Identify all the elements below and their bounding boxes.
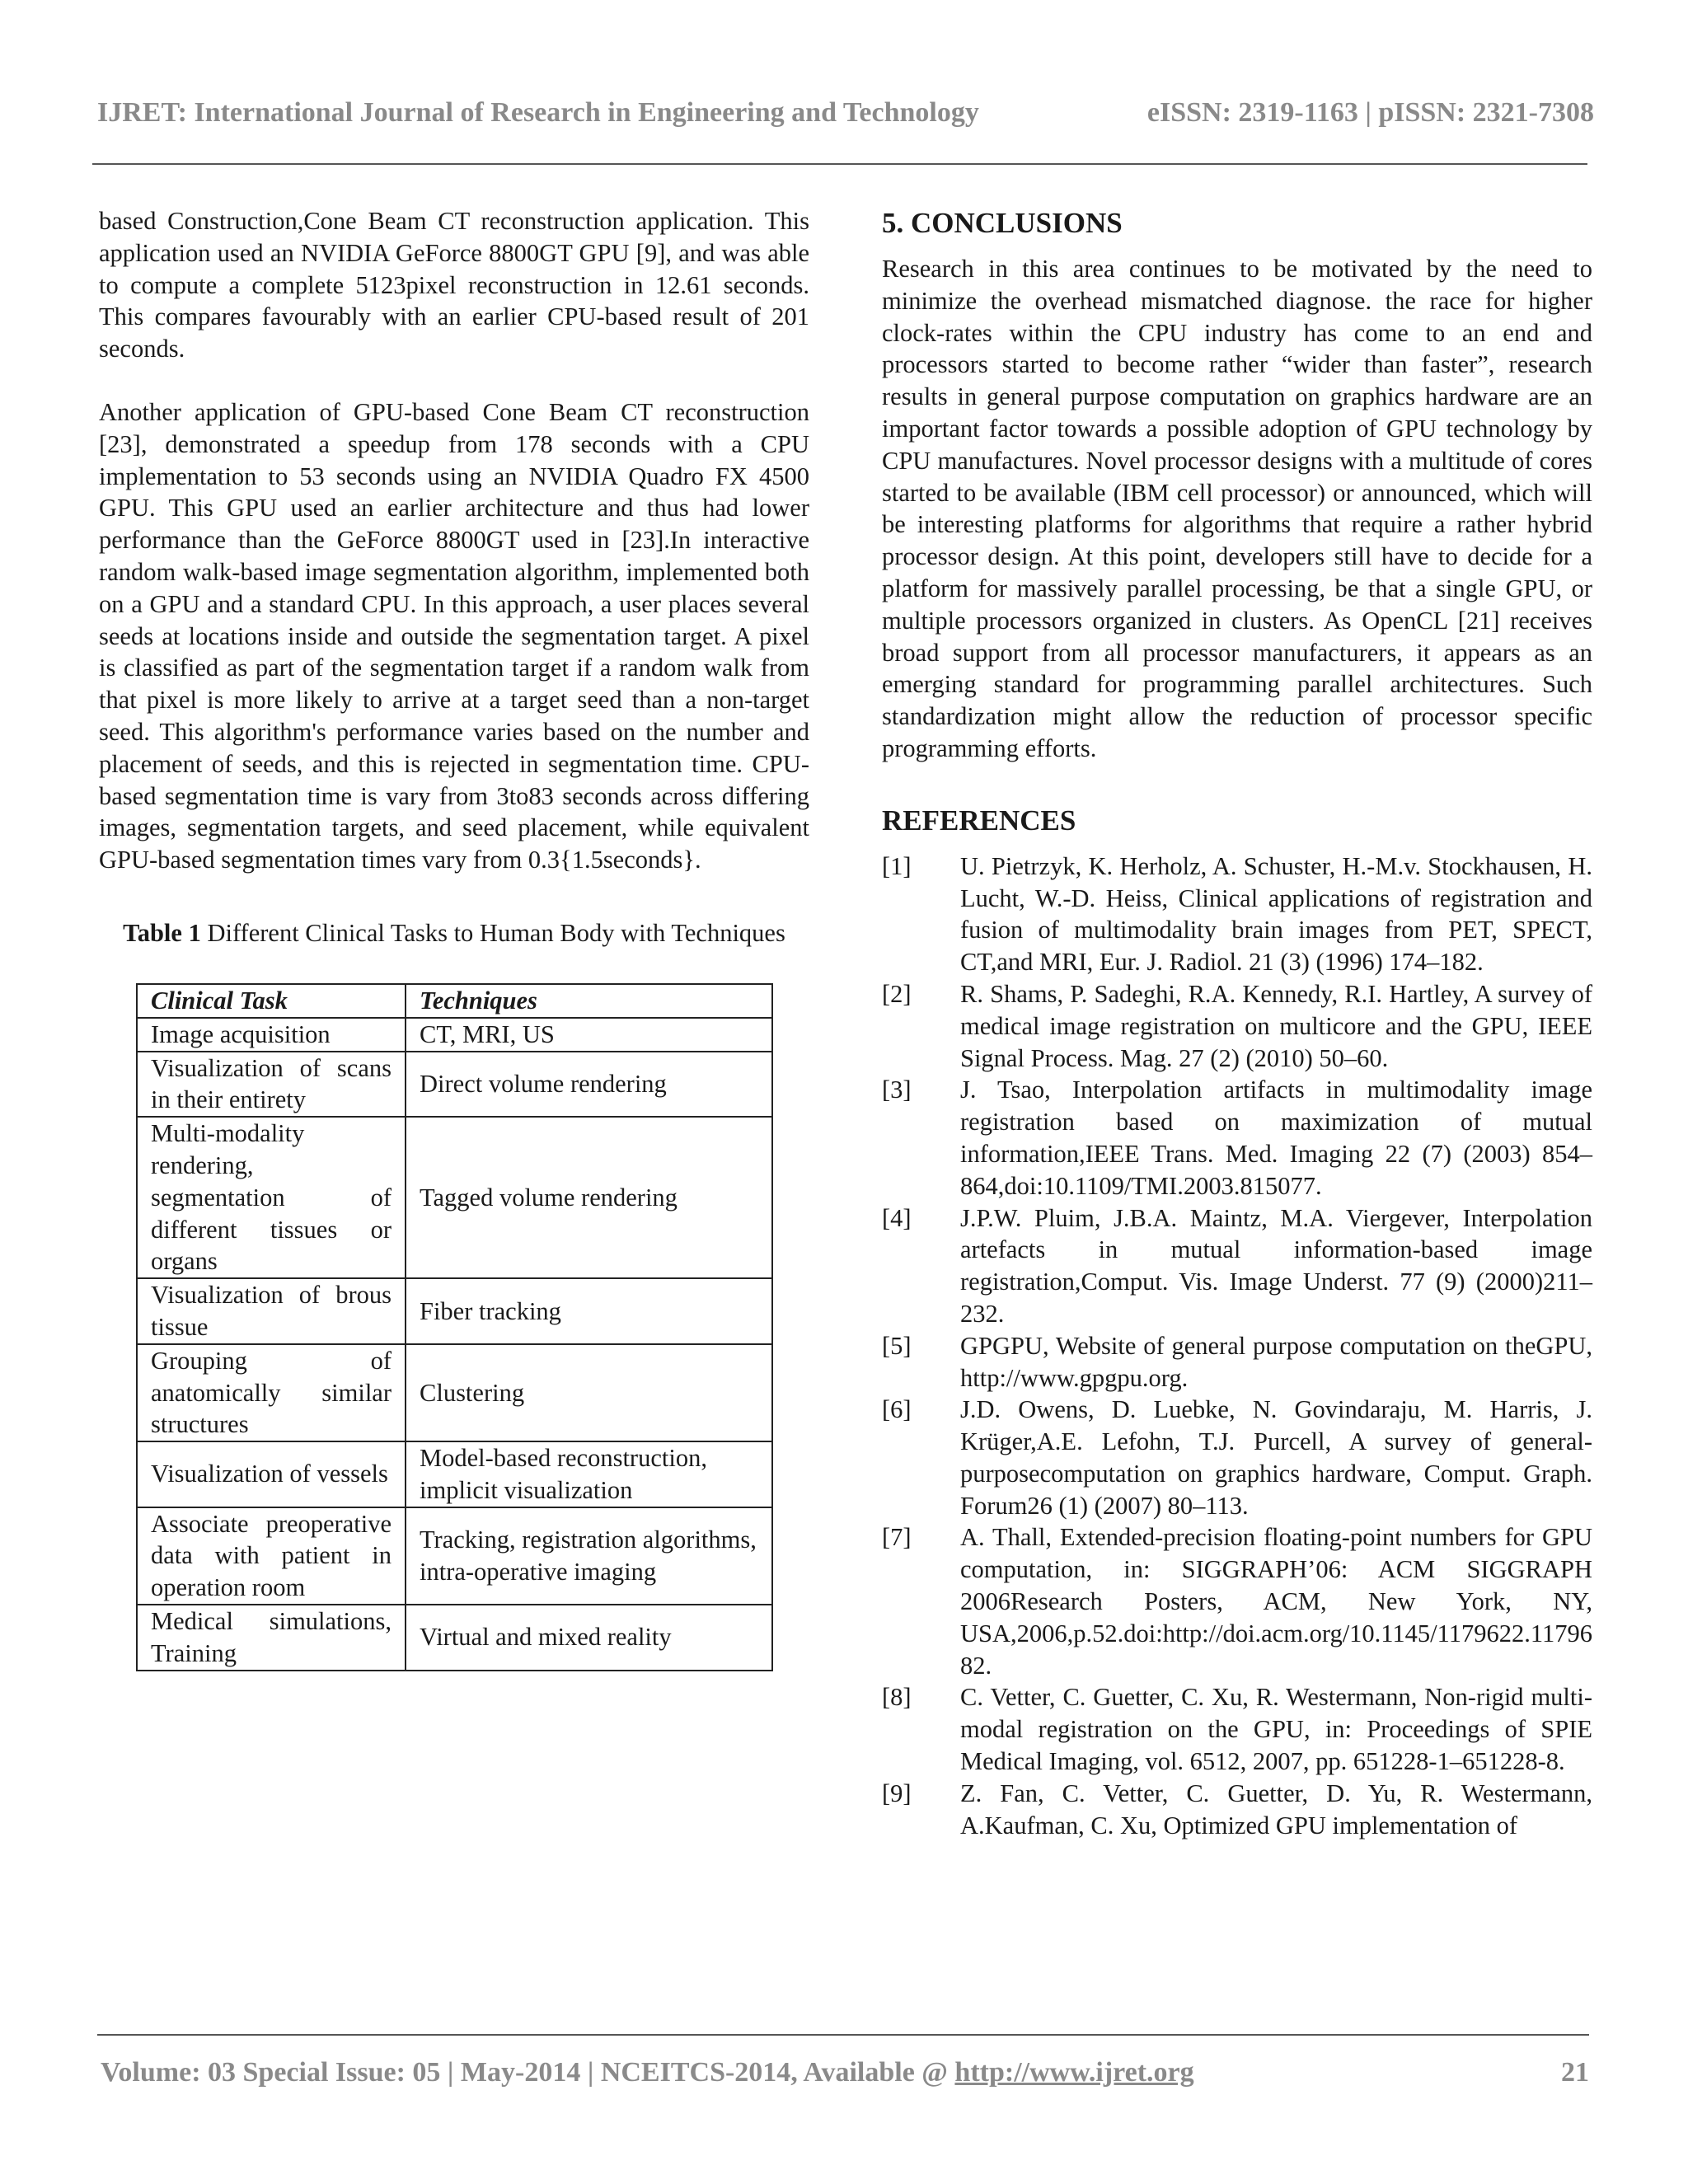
reference-item <box>882 851 1592 978</box>
reference-item <box>882 1394 1592 1521</box>
reference-number: [9] <box>882 1779 912 1807</box>
reference-number: [6] <box>882 1395 912 1424</box>
reference-item <box>882 1074 1592 1202</box>
references-section <box>882 803 1592 1842</box>
table-row <box>137 1605 772 1671</box>
footer-volume-text: Volume: 03 Special Issue: 05 | May-2014 | NCEITCS-2014, Available @ <box>101 2057 955 2088</box>
reference-number: [8] <box>882 1683 912 1712</box>
table-header-cell: Clinical Task <box>137 984 406 1018</box>
reference-item <box>882 1330 1592 1394</box>
table-cell-task: Associate preoperative data with patient in operation room <box>137 1507 406 1605</box>
table-cell-task: Visualization of vessels <box>137 1441 406 1507</box>
reference-text: U. Pietrzyk, K. Herholz, A. Schuster, H.-M.v. Stockhausen, H. Lucht, W.-D. Heiss, Clinical applications of registration and fusion of multimodality brain images from PET, SPECT, CT,and MRI, Eur. J. Radiol. 21 (3) (1996) 174–182. <box>960 851 1592 977</box>
clinical-tasks-table <box>136 983 773 1671</box>
body-paragraph: based Construction,Cone Beam CT reconstruction application. This application used an NVIDIA GeForce 8800GT GPU [9], and was able to compute a complete 5123pixel reconstruction in 12.61 seconds. This compares favourably with an earlier CPU-based result of 201 seconds. <box>99 207 809 363</box>
issn-info: eISSN: 2319-1163 | pISSN: 2321-7308 <box>1146 97 1594 128</box>
table-row <box>137 1507 772 1605</box>
references-heading: REFERENCES <box>882 804 1076 837</box>
table-cell-task: Visualization of brous tissue <box>137 1278 406 1344</box>
left-column <box>99 205 809 1671</box>
footer-info <box>101 2057 1194 2088</box>
table-cell-task: Image acquisition <box>137 1018 406 1052</box>
reference-number: [4] <box>882 1203 912 1232</box>
reference-item <box>882 1521 1592 1681</box>
reference-text: C. Vetter, C. Guetter, C. Xu, R. Westermann, Non-rigid multi-modal registration on the GPU, in: Proceedings of SPIE Medical Imaging, vol. 6512, 2007, pp. 651228-1–651228-8. <box>960 1683 1592 1776</box>
conclusions-heading: 5. CONCLUSIONS <box>882 207 1123 239</box>
table-row <box>137 1344 772 1441</box>
table-cell-technique: Direct volume rendering <box>406 1052 772 1118</box>
table-cell-technique: Clustering <box>406 1344 772 1441</box>
table-header-cell: Techniques <box>406 984 772 1018</box>
reference-number: [3] <box>882 1076 912 1104</box>
journal-website-link[interactable]: http://www.ijret.org <box>954 2057 1194 2088</box>
table-cell-technique: CT, MRI, US <box>406 1018 772 1052</box>
table-header-row <box>137 984 772 1018</box>
table-cell-task: Grouping of anatomically similar structures <box>137 1344 406 1441</box>
table-cell-technique: Model-based reconstruction, implicit visualization <box>406 1441 772 1507</box>
table-row <box>137 1278 772 1344</box>
table-cell-task: Visualization of scans in their entirety <box>137 1052 406 1118</box>
table-cell-technique: Virtual and mixed reality <box>406 1605 772 1671</box>
header-divider <box>92 163 1587 165</box>
reference-text: GPGPU, Website of general purpose computation on theGPU, http://www.gpgpu.org. <box>960 1331 1592 1392</box>
journal-title: IJRET: International Journal of Research in Engineering and Technology <box>97 97 979 128</box>
reference-number: [7] <box>882 1523 912 1552</box>
page-number: 21 <box>1561 2057 1589 2088</box>
reference-text: J. Tsao, Interpolation artifacts in multimodality image registration based on maximization of mutual information,IEEE Trans. Med. Imaging 22 (7) (2003) 854–864,doi:10.1109/TMI.2003.815077. <box>960 1076 1592 1200</box>
table-row <box>137 1117 772 1278</box>
table-cell-task: Multi-modality rendering, segmentation of different tissues or organs <box>137 1117 406 1278</box>
reference-number: [5] <box>882 1331 912 1360</box>
table-row <box>137 1441 772 1507</box>
table-cell-technique: Fiber tracking <box>406 1278 772 1344</box>
reference-item <box>882 1681 1592 1777</box>
reference-item <box>882 1202 1592 1330</box>
reference-text: J.D. Owens, D. Luebke, N. Govindaraju, M. Harris, J. Krüger,A.E. Lefohn, T.J. Purcell, A survey of general-purposecomputation on graphics hardware, Comput. Graph. Forum26 (1) (2007) 80–113. <box>960 1395 1592 1520</box>
reference-number: [2] <box>882 979 912 1008</box>
table-caption <box>99 917 809 949</box>
reference-text: Z. Fan, C. Vetter, C. Guetter, D. Yu, R. Westermann, A.Kaufman, C. Xu, Optimized GPU implementation of <box>960 1779 1592 1840</box>
table-cell-technique: Tagged volume rendering <box>406 1117 772 1278</box>
reference-item <box>882 1778 1592 1842</box>
conclusions-paragraph: Research in this area continues to be motivated by the need to minimize the overhead mismatched diagnose. the race for higher clock-rates within the CPU industry has come to an end and processors started to become rather “wider than faster”, research results in general purpose computation on graphics hardware are an important factor towards a possible adoption of GPU technology by CPU manufactures. Novel processor designs with a multitude of cores started to be available (IBM cell processor) or announced, which will be interesting platforms for algorithms that require a rather hybrid processor design. At this point, developers still have to decide for a platform for massively parallel processing, be that a single GPU, or multiple processors organized in clusters. As OpenCL [21] receives broad support from all processor manufacturers, it appears as an emerging standard for programming parallel architectures. Such standardization might allow the reduction of processor specific programming efforts. <box>882 255 1592 762</box>
reference-item <box>882 978 1592 1074</box>
right-column <box>882 205 1592 1841</box>
table-caption-text: Different Clinical Tasks to Human Body with Techniques <box>200 918 785 947</box>
body-paragraph: Another application of GPU-based Cone Beam CT reconstruction [23], demonstrated a speedup from 178 seconds with a CPU implementation to 53 seconds using an NVIDIA Quadro FX 4500 GPU. This GPU used an earlier architecture and thus had lower performance than the GeForce 8800GT used in [23].In interactive random walk-based image segmentation algorithm, implemented both on a GPU and a standard CPU. In this approach, a user places several seeds at locations inside and outside the segmentation target. A pixel is classified as part of the segmentation target if a random walk from that pixel is more likely to arrive at a target seed than a non-target seed. This algorithm's performance varies based on the number and placement of seeds, and this is rejected in segmentation time. CPU-based segmentation time is vary from 3to83 seconds across differing images, segmentation targets, and seed placement, while equivalent GPU-based segmentation times vary from 0.3{1.5seconds}. <box>99 397 809 874</box>
table-row <box>137 1052 772 1118</box>
table-row <box>137 1018 772 1052</box>
footer-divider <box>97 2034 1589 2036</box>
reference-text: A. Thall, Extended-precision floating-point numbers for GPU computation, in: SIGGRAPH’06: ACM SIGGRAPH 2006Research Posters, ACM, New York, NY, USA,2006,p.52.doi:http://doi.acm.org/10.1145/1179622.1179682. <box>960 1523 1593 1680</box>
reference-number: [1] <box>882 851 912 880</box>
table-caption-label: Table 1 <box>123 918 201 947</box>
reference-text: J.P.W. Pluim, J.B.A. Maintz, M.A. Viergever, Interpolation artefacts in mutual information-based image registration,Comput. Vis. Image Underst. 77 (9) (2000)211–232. <box>960 1203 1592 1328</box>
table-cell-technique: Tracking, registration algorithms, intra-operative imaging <box>406 1507 772 1605</box>
reference-text: R. Shams, P. Sadeghi, R.A. Kennedy, R.I. Hartley, A survey of medical image registration on multicore and the GPU, IEEE Signal Process. Mag. 27 (2) (2010) 50–60. <box>960 979 1592 1072</box>
table-cell-task: Medical simulations, Training <box>137 1605 406 1671</box>
